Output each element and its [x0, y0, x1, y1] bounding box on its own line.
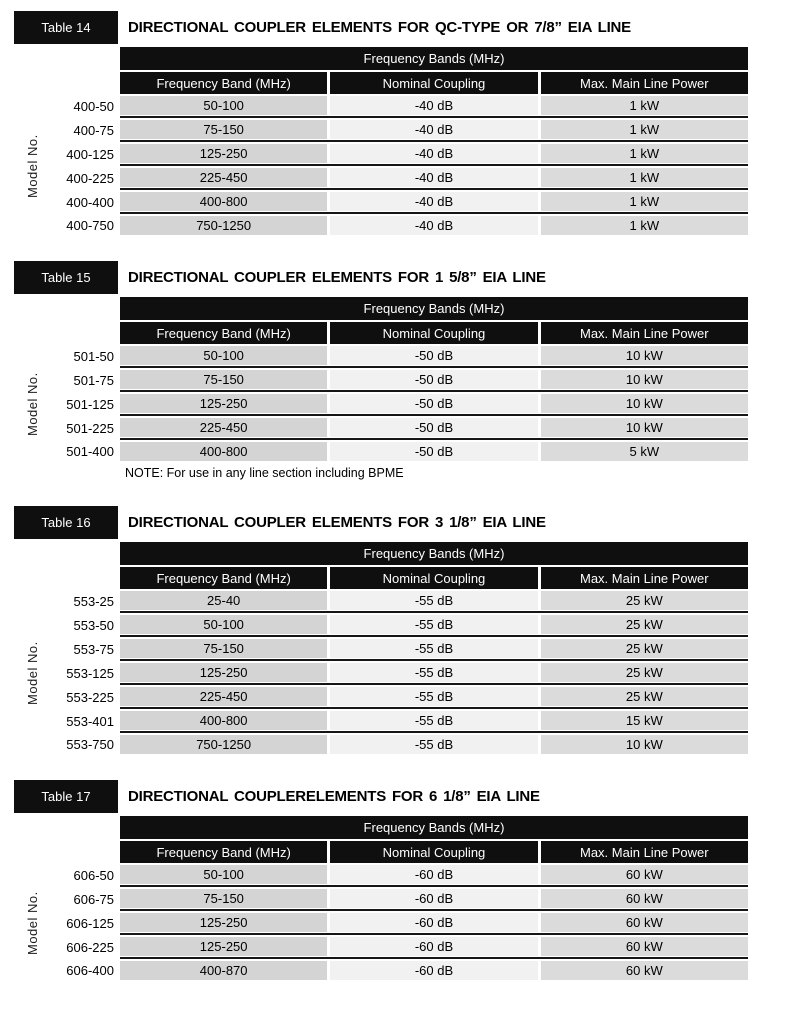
- table-label-badge: Table 15: [14, 261, 118, 294]
- max-power-cell: 10 kW: [541, 394, 748, 413]
- frequency-band-cell: 50-100: [120, 865, 327, 884]
- column-header-nominal-coupling: Nominal Coupling: [330, 567, 537, 589]
- frequency-band-cell: 750-1250: [120, 216, 327, 235]
- column-header-max-power: Max. Main Line Power: [541, 72, 748, 94]
- nominal-coupling-cell: -60 dB: [330, 961, 537, 980]
- max-power-cell: 60 kW: [541, 865, 748, 884]
- table-row: [73, 865, 748, 887]
- table-rows: [66, 346, 748, 461]
- table-note: NOTE: For use in any line section including BPME: [125, 466, 404, 480]
- table-row: [73, 370, 748, 392]
- column-headers: [120, 322, 748, 344]
- model-axis-label: Model No.: [25, 891, 40, 956]
- nominal-coupling-cell: -40 dB: [330, 192, 537, 211]
- nominal-coupling-cell: -50 dB: [330, 418, 537, 437]
- max-power-cell: 25 kW: [541, 615, 748, 634]
- frequency-band-cell: 125-250: [120, 144, 327, 163]
- column-header-frequency-band: Frequency Band (MHz): [120, 841, 327, 863]
- model-number: 553-50: [0, 615, 114, 635]
- model-number: 400-50: [0, 96, 114, 116]
- nominal-coupling-cell: -55 dB: [330, 639, 537, 658]
- band-header: Frequency Bands (MHz): [120, 542, 748, 565]
- table-header-row: [14, 11, 790, 44]
- max-power-cell: 1 kW: [541, 96, 748, 115]
- table-header-row: [14, 780, 790, 813]
- max-power-cell: 25 kW: [541, 687, 748, 706]
- frequency-band-cell: 75-150: [120, 889, 327, 908]
- column-header-frequency-band: Frequency Band (MHz): [120, 567, 327, 589]
- nominal-coupling-cell: -55 dB: [330, 687, 537, 706]
- table-row: [73, 615, 748, 637]
- column-header-max-power: Max. Main Line Power: [541, 322, 748, 344]
- table-label-badge: Table 16: [14, 506, 118, 539]
- frequency-band-cell: 125-250: [120, 937, 327, 956]
- table-14-section: [0, 11, 790, 235]
- table-rows: [66, 865, 748, 980]
- table-row: [73, 639, 748, 661]
- max-power-cell: 25 kW: [541, 663, 748, 682]
- frequency-band-cell: 225-450: [120, 418, 327, 437]
- column-header-nominal-coupling: Nominal Coupling: [330, 322, 537, 344]
- table-rows: [66, 591, 748, 754]
- table-row: [73, 120, 748, 142]
- max-power-cell: 5 kW: [541, 442, 748, 461]
- frequency-band-cell: 750-1250: [120, 735, 327, 754]
- table-body: [66, 542, 748, 754]
- model-number: 501-50: [0, 346, 114, 366]
- band-header: Frequency Bands (MHz): [120, 297, 748, 320]
- table-row: [73, 96, 748, 118]
- table-15-section: [0, 261, 790, 480]
- table-title: DIRECTIONAL COUPLER ELEMENTS FOR 3 1/8” EIA LINE: [128, 514, 546, 531]
- max-power-cell: 1 kW: [541, 192, 748, 211]
- model-number: 400-125: [0, 144, 114, 164]
- max-power-cell: 1 kW: [541, 120, 748, 139]
- table-row: [66, 961, 748, 980]
- nominal-coupling-cell: -60 dB: [330, 889, 537, 908]
- band-header: Frequency Bands (MHz): [120, 47, 748, 70]
- max-power-cell: 1 kW: [541, 144, 748, 163]
- model-number: 606-125: [0, 913, 114, 933]
- model-number: 553-125: [0, 663, 114, 683]
- table-rows: [66, 96, 748, 235]
- column-header-frequency-band: Frequency Band (MHz): [120, 322, 327, 344]
- nominal-coupling-cell: -40 dB: [330, 96, 537, 115]
- nominal-coupling-cell: -40 dB: [330, 144, 537, 163]
- nominal-coupling-cell: -50 dB: [330, 394, 537, 413]
- frequency-band-cell: 400-800: [120, 442, 327, 461]
- column-headers: [120, 72, 748, 94]
- frequency-band-cell: 75-150: [120, 120, 327, 139]
- max-power-cell: 10 kW: [541, 418, 748, 437]
- table-row: [73, 889, 748, 911]
- table-17-section: [0, 780, 790, 980]
- table-row: [66, 442, 748, 461]
- table-header-row: [14, 506, 790, 539]
- frequency-band-cell: 125-250: [120, 913, 327, 932]
- table-row: [66, 735, 748, 754]
- max-power-cell: 10 kW: [541, 370, 748, 389]
- model-number: 400-750: [0, 216, 114, 235]
- table-row: [66, 663, 748, 685]
- frequency-band-cell: 50-100: [120, 96, 327, 115]
- frequency-band-cell: 225-450: [120, 687, 327, 706]
- table-row: [66, 144, 748, 166]
- model-axis-label: Model No.: [25, 134, 40, 199]
- nominal-coupling-cell: -55 dB: [330, 735, 537, 754]
- table-row: [66, 711, 748, 733]
- max-power-cell: 10 kW: [541, 346, 748, 365]
- table-row: [66, 394, 748, 416]
- column-headers: [120, 841, 748, 863]
- model-number: 501-125: [0, 394, 114, 414]
- table-title: DIRECTIONAL COUPLER ELEMENTS FOR 1 5/8” EIA LINE: [128, 269, 546, 286]
- nominal-coupling-cell: -60 dB: [330, 937, 537, 956]
- frequency-band-cell: 125-250: [120, 394, 327, 413]
- frequency-band-cell: 50-100: [120, 615, 327, 634]
- model-number: 553-401: [0, 711, 114, 731]
- table-row: [66, 168, 748, 190]
- frequency-band-cell: 400-800: [120, 711, 327, 730]
- max-power-cell: 60 kW: [541, 937, 748, 956]
- column-header-max-power: Max. Main Line Power: [541, 567, 748, 589]
- table-row: [66, 192, 748, 214]
- frequency-band-cell: 400-870: [120, 961, 327, 980]
- column-header-max-power: Max. Main Line Power: [541, 841, 748, 863]
- table-body: [66, 297, 748, 461]
- frequency-band-cell: 75-150: [120, 370, 327, 389]
- nominal-coupling-cell: -55 dB: [330, 663, 537, 682]
- model-number: 501-75: [0, 370, 114, 390]
- nominal-coupling-cell: -50 dB: [330, 346, 537, 365]
- model-number: 501-400: [0, 442, 114, 461]
- table-label-badge: Table 14: [14, 11, 118, 44]
- nominal-coupling-cell: -60 dB: [330, 865, 537, 884]
- model-number: 606-75: [0, 889, 114, 909]
- model-number: 400-400: [0, 192, 114, 212]
- table-row: [73, 346, 748, 368]
- max-power-cell: 15 kW: [541, 711, 748, 730]
- nominal-coupling-cell: -40 dB: [330, 120, 537, 139]
- model-axis-label: Model No.: [25, 641, 40, 706]
- model-number: 606-400: [0, 961, 114, 980]
- table-row: [66, 687, 748, 709]
- max-power-cell: 60 kW: [541, 913, 748, 932]
- table-body: [66, 816, 748, 980]
- table-row: [66, 913, 748, 935]
- table-row: [66, 937, 748, 959]
- table-16-section: [0, 506, 790, 754]
- model-number: 400-225: [0, 168, 114, 188]
- nominal-coupling-cell: -40 dB: [330, 216, 537, 235]
- table-row: [66, 418, 748, 440]
- frequency-band-cell: 50-100: [120, 346, 327, 365]
- model-number: 553-75: [0, 639, 114, 659]
- nominal-coupling-cell: -55 dB: [330, 711, 537, 730]
- max-power-cell: 1 kW: [541, 216, 748, 235]
- nominal-coupling-cell: -40 dB: [330, 168, 537, 187]
- model-number: 553-225: [0, 687, 114, 707]
- frequency-band-cell: 25-40: [120, 591, 327, 610]
- table-title: DIRECTIONAL COUPLERELEMENTS FOR 6 1/8” EIA LINE: [128, 788, 540, 805]
- table-body: [66, 47, 748, 235]
- table-header-row: [14, 261, 790, 294]
- max-power-cell: 60 kW: [541, 889, 748, 908]
- band-header: Frequency Bands (MHz): [120, 816, 748, 839]
- column-header-nominal-coupling: Nominal Coupling: [330, 841, 537, 863]
- max-power-cell: 60 kW: [541, 961, 748, 980]
- frequency-band-cell: 225-450: [120, 168, 327, 187]
- column-header-frequency-band: Frequency Band (MHz): [120, 72, 327, 94]
- nominal-coupling-cell: -55 dB: [330, 615, 537, 634]
- model-axis-label: Model No.: [25, 372, 40, 437]
- table-label-badge: Table 17: [14, 780, 118, 813]
- table-title: DIRECTIONAL COUPLER ELEMENTS FOR QC-TYPE OR 7/8” EIA LINE: [128, 19, 631, 36]
- model-number: 501-225: [0, 418, 114, 438]
- nominal-coupling-cell: -60 dB: [330, 913, 537, 932]
- column-header-nominal-coupling: Nominal Coupling: [330, 72, 537, 94]
- max-power-cell: 25 kW: [541, 639, 748, 658]
- model-number: 553-750: [0, 735, 114, 754]
- max-power-cell: 25 kW: [541, 591, 748, 610]
- nominal-coupling-cell: -50 dB: [330, 370, 537, 389]
- table-row: [73, 591, 748, 613]
- nominal-coupling-cell: -50 dB: [330, 442, 537, 461]
- table-row: [66, 216, 748, 235]
- nominal-coupling-cell: -55 dB: [330, 591, 537, 610]
- frequency-band-cell: 400-800: [120, 192, 327, 211]
- model-number: 400-75: [0, 120, 114, 140]
- model-number: 606-225: [0, 937, 114, 957]
- column-headers: [120, 567, 748, 589]
- max-power-cell: 1 kW: [541, 168, 748, 187]
- model-number: 606-50: [0, 865, 114, 885]
- frequency-band-cell: 75-150: [120, 639, 327, 658]
- max-power-cell: 10 kW: [541, 735, 748, 754]
- frequency-band-cell: 125-250: [120, 663, 327, 682]
- model-number: 553-25: [0, 591, 114, 611]
